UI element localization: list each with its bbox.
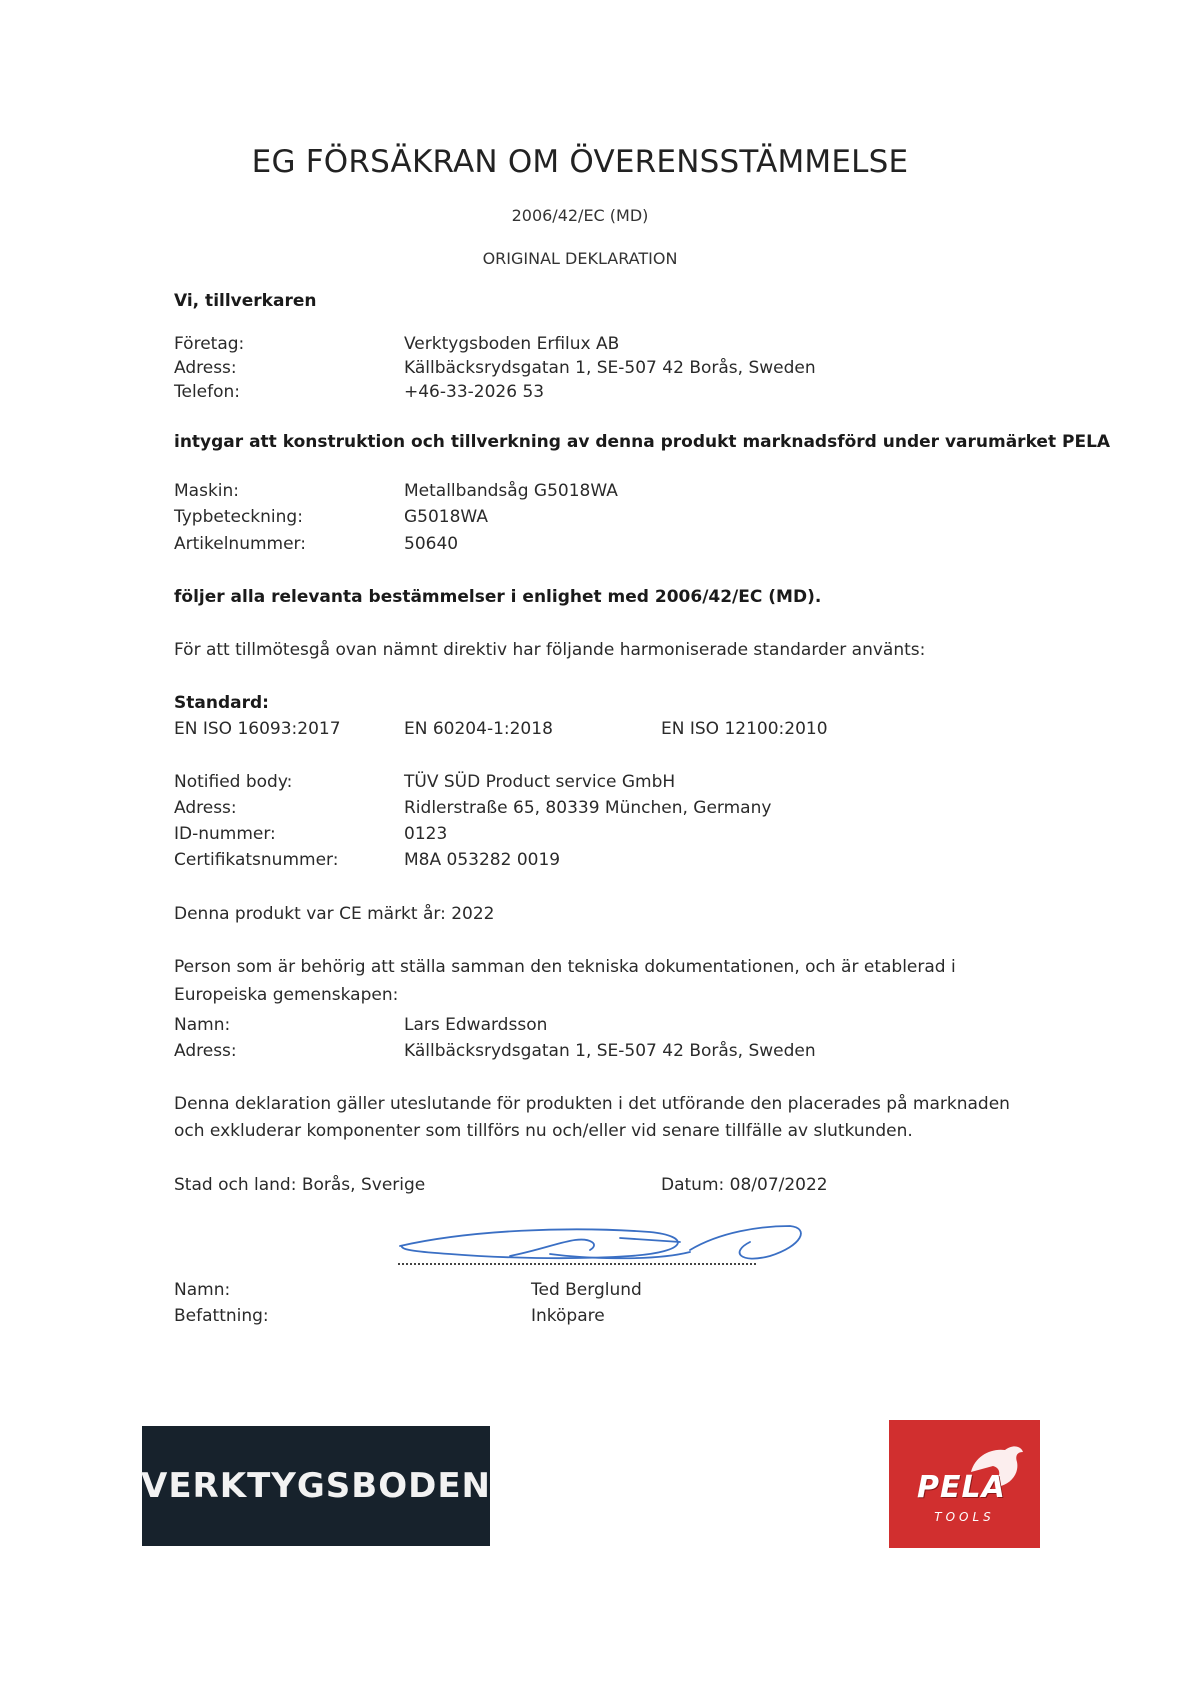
type-value: G5018WA	[404, 507, 488, 527]
person-address-value: Källbäcksrydsgatan 1, SE-507 42 Borås, Sweden	[404, 1041, 816, 1061]
ce-marking-year: Denna produkt var CE märkt år: 2022	[174, 904, 495, 924]
pela-tools-text: TOOLS	[934, 1510, 995, 1524]
original-declaration-label: ORIGINAL DEKLARATION	[482, 249, 678, 268]
article-value: 50640	[404, 534, 459, 554]
signer-title-label: Befattning:	[174, 1306, 269, 1326]
person-address-label: Adress:	[174, 1041, 237, 1061]
address-label: Adress:	[174, 358, 237, 378]
type-label: Typbeteckning:	[174, 507, 303, 527]
person-intro-line-1: Person som är behörig att ställa samman den tekniska dokumentationen, och är etablerad i	[174, 957, 956, 977]
declaration-date: Datum: 08/07/2022	[661, 1175, 828, 1195]
pela-logo-text: PELA	[917, 1470, 1006, 1505]
certificate-number-label: Certifikatsnummer:	[174, 850, 339, 870]
scope-line-1: Denna deklaration gäller uteslutande för produkten i det utförande den placerades på marknaden	[174, 1094, 1010, 1114]
signer-title-value: Inköpare	[531, 1306, 605, 1326]
company-value: Verktygsboden Erfilux AB	[404, 334, 620, 354]
pela-tools-logo	[889, 1420, 1040, 1548]
document-title: EG FÖRSÄKRAN OM ÖVERENSSTÄMMELSE	[251, 144, 909, 180]
standard-item: EN 60204-1:2018	[404, 719, 553, 739]
address-value: Källbäcksrydsgatan 1, SE-507 42 Borås, Sweden	[404, 358, 816, 378]
signer-name-label: Namn:	[174, 1280, 231, 1300]
article-label: Artikelnummer:	[174, 534, 306, 554]
notified-address-value: Ridlerstraße 65, 80339 München, Germany	[404, 798, 772, 818]
machine-label: Maskin:	[174, 481, 240, 501]
complies-statement: följer alla relevanta bestämmelser i enlighet med 2006/42/EC (MD).	[174, 587, 822, 607]
certificate-number-value: M8A 053282 0019	[404, 850, 561, 870]
company-label: Företag:	[174, 334, 245, 354]
standard-item: EN ISO 12100:2010	[661, 719, 828, 739]
notified-body-label: Notified body:	[174, 772, 293, 792]
standard-heading: Standard:	[174, 693, 269, 713]
phone-label: Telefon:	[174, 382, 241, 402]
id-number-label: ID-nummer:	[174, 824, 276, 844]
place-and-country: Stad och land: Borås, Sverige	[174, 1175, 426, 1195]
phone-value: +46-33-2026 53	[404, 382, 545, 402]
person-intro-line-2: Europeiska gemenskapen:	[174, 985, 399, 1005]
signature-line	[398, 1262, 756, 1265]
verktygsboden-logo-text: VERKTYGSBODEN	[141, 1466, 491, 1506]
notified-body-value: TÜV SÜD Product service GmbH	[404, 772, 676, 792]
scope-line-2: och exkluderar komponenter som tillförs nu och/eller vid senare tillfälle av slutkunden.	[174, 1121, 913, 1141]
harmonized-intro: För att tillmötesgå ovan nämnt direktiv har följande harmoniserade standarder använts:	[174, 640, 926, 660]
directive-reference: 2006/42/EC (MD)	[511, 206, 649, 225]
signature	[390, 1212, 820, 1268]
signer-name-value: Ted Berglund	[531, 1280, 642, 1300]
id-number-value: 0123	[404, 824, 448, 844]
standard-item: EN ISO 16093:2017	[174, 719, 341, 739]
person-name-value: Lars Edwardsson	[404, 1015, 548, 1035]
person-name-label: Namn:	[174, 1015, 231, 1035]
notified-address-label: Adress:	[174, 798, 237, 818]
manufacturer-heading: Vi, tillverkaren	[174, 291, 317, 311]
verktygsboden-logo	[142, 1426, 490, 1546]
certifies-statement: intygar att konstruktion och tillverkning av denna produkt marknadsförd under varumärket PELA	[174, 432, 1111, 452]
machine-value: Metallbandsåg G5018WA	[404, 481, 618, 501]
